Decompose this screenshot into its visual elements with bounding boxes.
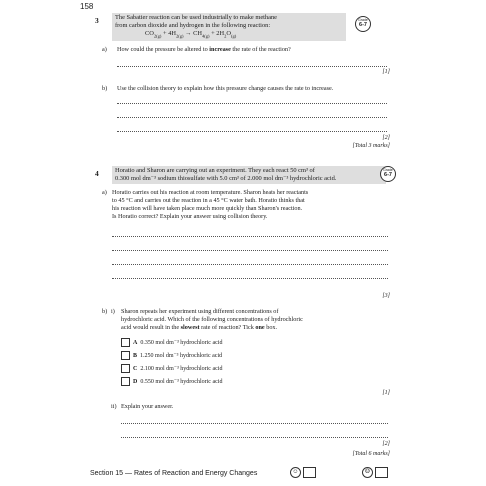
q3b-answer-line-2[interactable] [117,117,387,118]
q4-total-marks: [Total 6 marks] [352,451,390,457]
q4bi-label: i) [111,308,115,315]
q4a-answer-line-1[interactable] [112,236,388,237]
q4bi-question [121,308,303,332]
option-a[interactable]: A 0.350 mol dm⁻³ hydrochloric acid [121,338,222,347]
q3-intro-line-2: from carbon dioxide and hydrogen in the following reaction: [115,22,271,29]
q4a-answer-line-3[interactable] [112,264,388,265]
question-4-intro [112,166,386,184]
q4bii-label: ii) [111,403,117,410]
option-d[interactable]: D 0.550 mol dm⁻³ hydrochloric acid [121,377,222,386]
q4a-marks: [3] [382,293,390,299]
q3b-answer-line-3[interactable] [117,131,387,132]
q4a-question [112,189,308,221]
happy-tick-box[interactable] [303,467,316,478]
option-b-checkbox[interactable] [121,351,130,360]
q4a-line-1: Horatio carries out his reaction at room temperature. Sharon heats her reactants [112,189,309,196]
q4a-answer-line-4[interactable] [112,278,388,279]
q4bii-question: Explain your answer. [121,403,174,410]
sad-tick-box[interactable] [375,467,388,478]
q3b-label: b) [102,85,108,92]
option-d-checkbox[interactable] [121,377,130,386]
section-footer: Section 15 — Rates of Reaction and Energy Changes [90,470,258,477]
q4bi-line-3: acid would result in the slowest rate of reaction? Tick one box. [121,324,278,331]
q4a-answer-line-2[interactable] [112,250,388,251]
option-a-checkbox[interactable] [121,338,130,347]
page-number: 158 [80,2,94,11]
sabatier-equation: $CO_{2(g)} + 4H_{2(g)} \to CH_{4(g)} + 2H_2O_{(g)}$ [145,30,237,39]
question-3-intro [112,13,346,41]
q4bii-answer-line-1[interactable] [121,423,388,424]
q3-intro-line-1: The Sabatier reaction can be used industrially to make methane [115,14,278,21]
q3b-marks: [2] [382,135,390,141]
q4a-line-3: his reaction will have taken place much more quickly than Sharon's reaction. [112,205,303,212]
sad-face-icon: ☹ [362,467,373,478]
q4b-label: b) [102,308,108,315]
question-4-number: 4 [95,169,99,178]
q4bi-line-1: Sharon repeats her experiment using different concentrations of [121,308,279,315]
q3a-marks: [1] [382,69,390,75]
q4bi-line-2: hydrochloric acid. Which of the following concentrations of hydrochloric [121,316,303,323]
option-b[interactable]: B 1.250 mol dm⁻³ hydrochloric acid [121,351,222,360]
option-c-checkbox[interactable] [121,364,130,373]
happy-face-icon: ☺ [290,467,301,478]
q3a-question: How could the pressure be altered to increase the rate of the reaction? [117,46,291,53]
grade-badge-q3: Grade 6-7 [355,16,371,32]
q4-intro-line-1: Horatio and Sharon are carrying out an experiment. They each react 50 cm³ of [115,167,315,174]
q3-total-marks: [Total 3 marks] [352,143,390,149]
q4a-label: a) [102,189,107,196]
option-c[interactable]: C 2.100 mol dm⁻³ hydrochloric acid [121,364,222,373]
q4a-line-4: Is Horatio correct? Explain your answer using collision theory. [112,213,268,220]
q4-intro-line-2: 0.300 mol dm⁻³ sodium thiosulfate with 5.0 cm³ of 2.000 mol dm⁻³ hydrochloric acid. [115,175,337,182]
grade-badge-q4: Grade 6-7 [380,166,396,182]
q3a-answer-line[interactable] [117,66,387,67]
question-3-number: 3 [95,16,99,25]
q4bi-marks: [1] [382,390,390,396]
q3b-answer-line-1[interactable] [117,103,387,104]
q4bii-marks: [2] [382,441,390,447]
q4bii-answer-line-2[interactable] [121,437,388,438]
q4a-line-2: to 45 °C and carries out the reaction in a 45 °C water bath. Horatio thinks that [112,197,305,204]
q3b-question: Use the collision theory to explain how this pressure change causes the rate to increase. [117,85,334,92]
q3a-label: a) [102,46,107,53]
